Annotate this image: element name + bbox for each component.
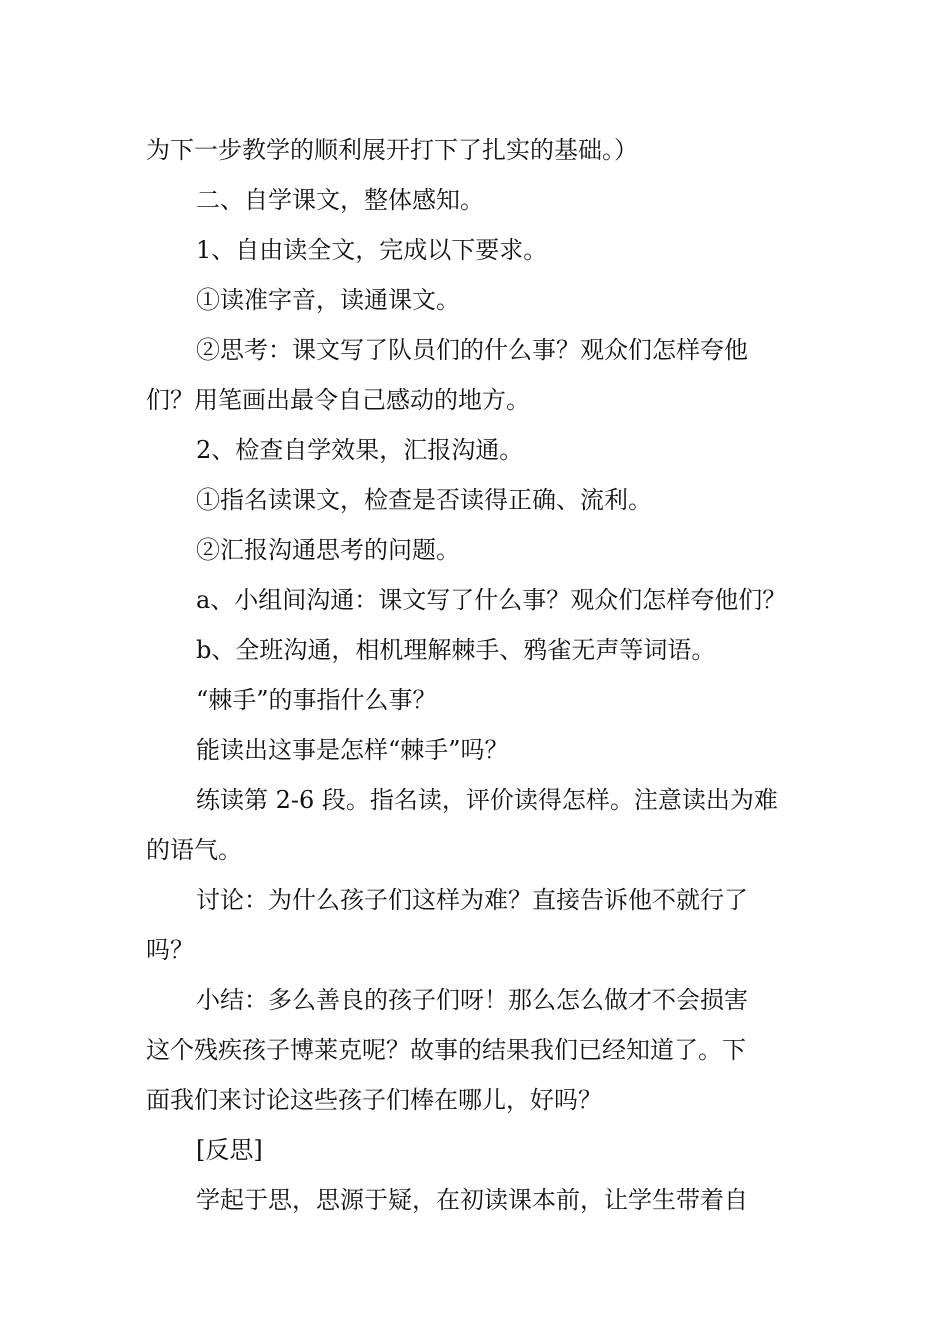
summary-line-2: 这个残疾孩子博莱克呢？故事的结果我们已经知道了。下 xyxy=(146,1036,746,1064)
step-2-item-b: b、全班沟通，相机理解棘手、鸦雀无声等词语。 xyxy=(196,636,716,664)
section-heading-self-study: 二、自学课文，整体感知。 xyxy=(196,186,484,214)
step-1-heading: 1、自由读全文，完成以下要求。 xyxy=(196,236,548,264)
summary-line-3: 面我们来讨论这些孩子们棒在哪儿，好吗？ xyxy=(146,1086,602,1114)
reflection-heading: [反思] xyxy=(196,1136,263,1164)
discussion-line-cont: 吗？ xyxy=(146,936,194,964)
practice-reading-line: 练读第 2-6 段。指名读，评价读得怎样。注意读出为难 xyxy=(196,786,778,814)
question-line-1: “棘手”的事指什么事？ xyxy=(196,686,437,714)
step-2-item-1: ①指名读课文，检查是否读得正确、流利。 xyxy=(196,486,652,514)
step-2-heading: 2、检查自学效果，汇报沟通。 xyxy=(196,436,524,464)
practice-reading-line-cont: 的语气。 xyxy=(146,836,242,864)
step-1-item-1: ①读准字音，读通课文。 xyxy=(196,286,460,314)
discussion-line: 讨论：为什么孩子们这样为难？直接告诉他不就行了 xyxy=(196,886,748,914)
summary-line-1: 小结：多么善良的孩子们呀！那么怎么做才不会损害 xyxy=(196,986,748,1014)
text-line-1: 为下一步教学的顺利展开打下了扎实的基础。） xyxy=(146,136,638,164)
reflection-text-line: 学起于思，思源于疑，在初读课本前，让学生带着自 xyxy=(196,1186,748,1214)
step-2-item-2: ②汇报沟通思考的问题。 xyxy=(196,536,460,564)
step-2-item-a: a、小组间沟通：课文写了什么事？观众们怎样夸他们？ xyxy=(196,586,787,614)
step-1-item-2: ②思考：课文写了队员们的什么事？观众们怎样夸他 xyxy=(196,336,748,364)
step-1-item-2-cont: 们？用笔画出最令自己感动的地方。 xyxy=(146,386,530,414)
question-line-2: 能读出这事是怎样“棘手”吗？ xyxy=(196,736,509,764)
